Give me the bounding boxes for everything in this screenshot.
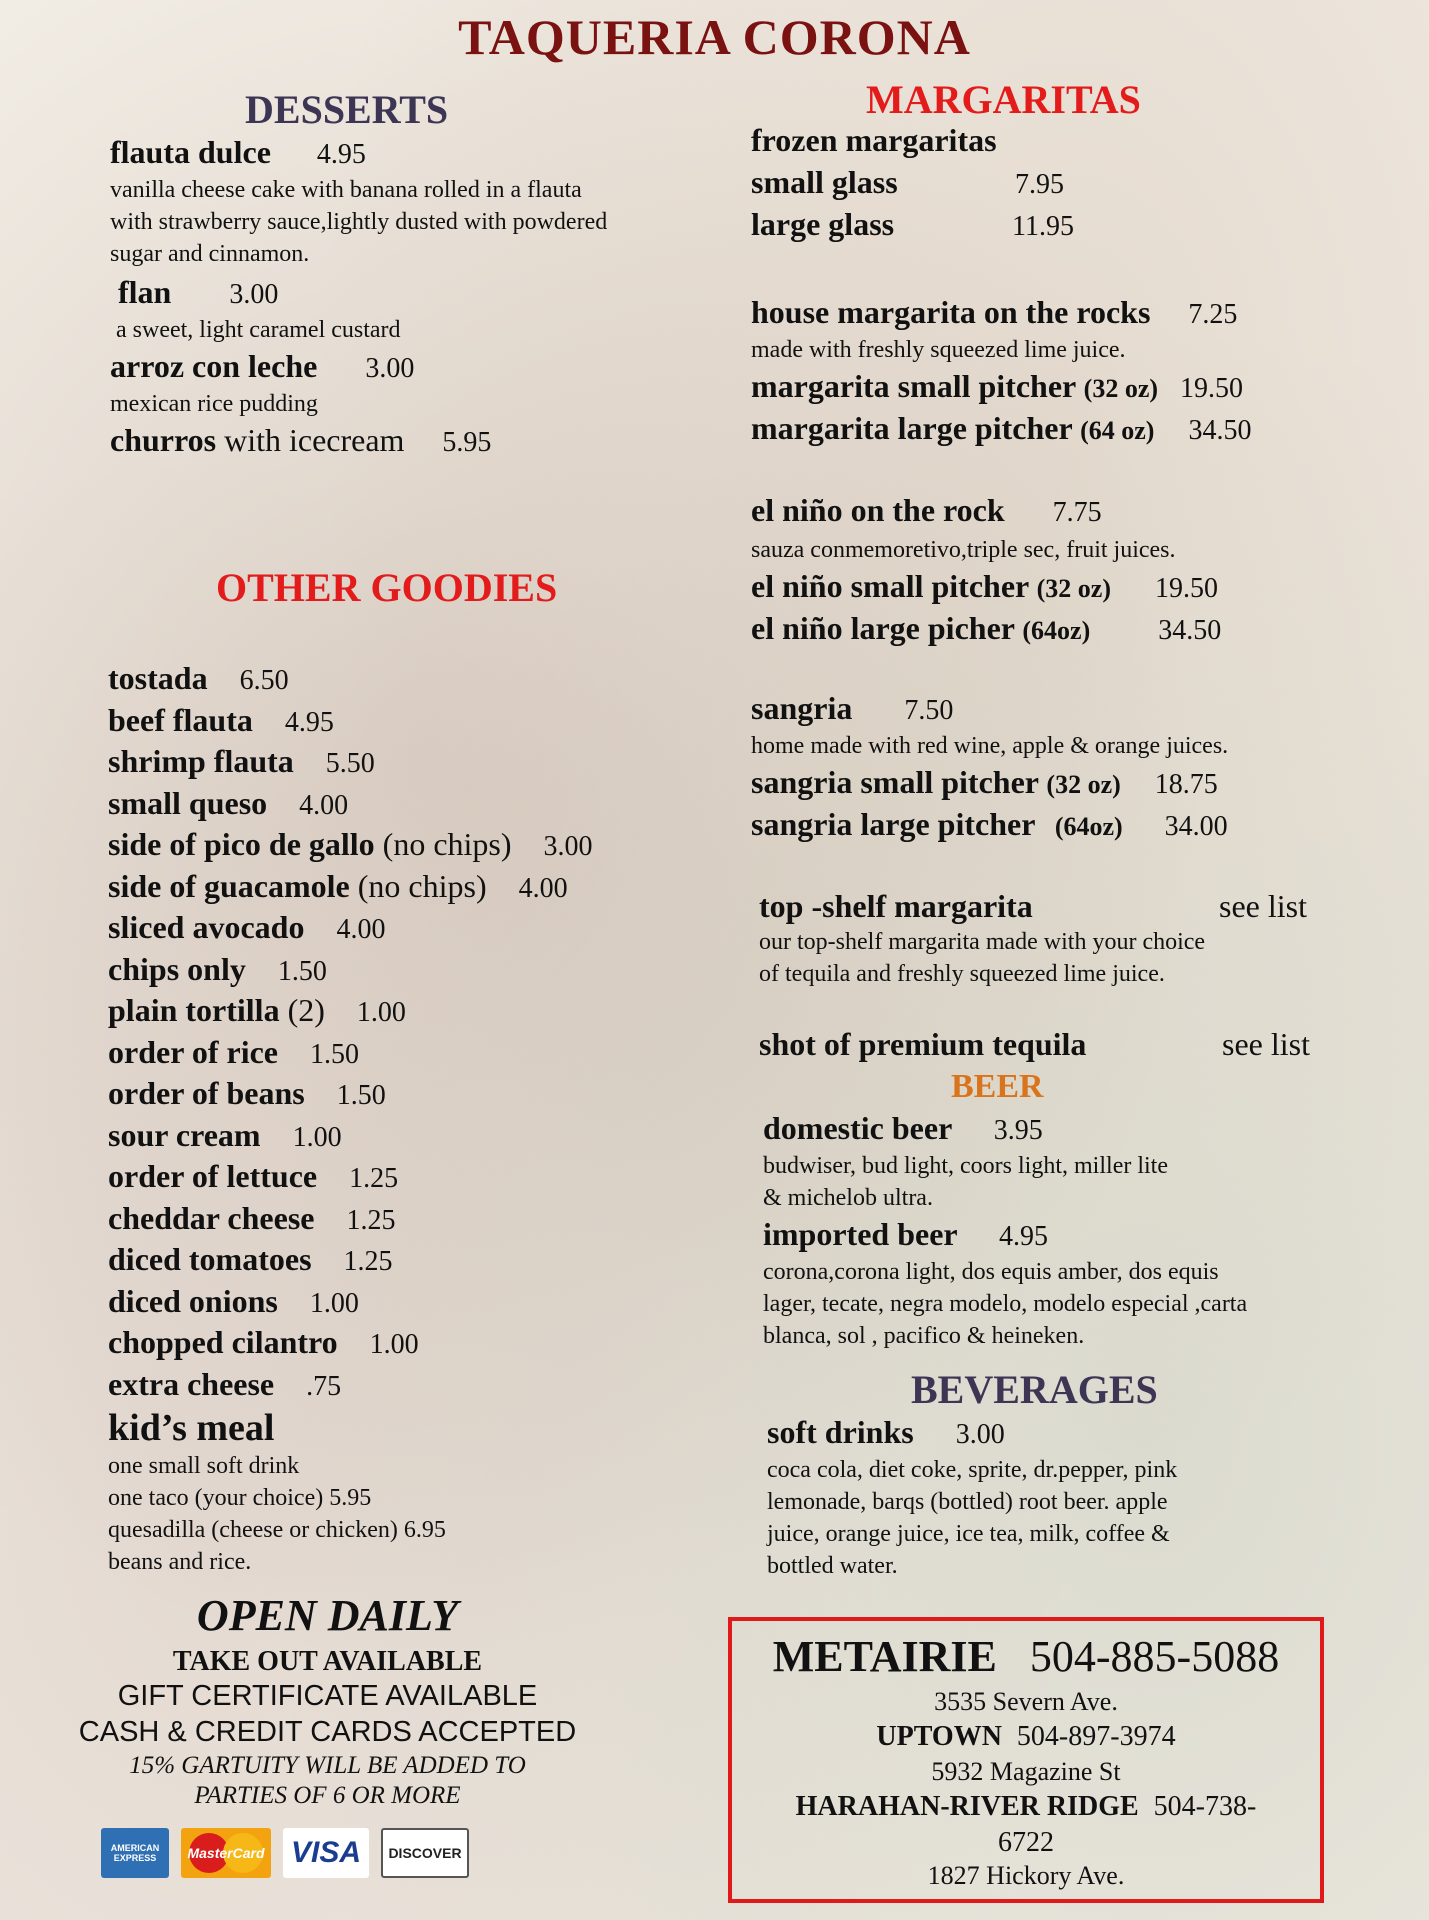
- goodies-item: [108, 868, 568, 905]
- goodies-item: [108, 1158, 398, 1195]
- dessert-churros: [110, 422, 491, 459]
- harahan-phone-cont: 6722: [998, 1827, 1054, 1858]
- el-nino-small-pitcher: el niño small pitcher (32 oz) 19.50: [751, 568, 1218, 604]
- dessert-flan: [118, 274, 278, 311]
- large-glass-price: 11.95: [1012, 211, 1074, 242]
- house-margarita-description: made with freshly squeezed lime juice.: [751, 337, 1126, 363]
- goodies-item: [108, 743, 375, 780]
- item-name: sour cream: [108, 1116, 261, 1153]
- metairie-line: METAIRIE 504-885-5088: [772, 1632, 1280, 1681]
- dessert-flan-description: a sweet, light caramel custard: [116, 317, 401, 343]
- goodies-item: [108, 1034, 359, 1071]
- small-glass: [751, 164, 898, 201]
- goodies-item: [108, 1241, 393, 1278]
- el-nino-on-the-rock: el niño on the rock 7.75: [751, 492, 1102, 528]
- dessert-arroz-description: mexican rice pudding: [110, 391, 318, 417]
- item-price: 5.95: [442, 427, 492, 458]
- item-price: 5.50: [325, 748, 375, 779]
- item-price: 3.00: [543, 831, 593, 862]
- item-name: chopped cilantro: [108, 1324, 338, 1360]
- goodies-item: [108, 785, 348, 822]
- item-price: 1.25: [343, 1246, 393, 1277]
- item-name: small queso: [108, 784, 268, 821]
- item-price: 4.00: [336, 914, 386, 945]
- sangria: sangria 7.50: [751, 690, 954, 726]
- sangria-small-pitcher: sangria small pitcher (32 oz) 18.75: [751, 764, 1218, 800]
- uptown-address: 5932 Magazine St: [931, 1757, 1121, 1786]
- item-name: house margarita on the rocks: [751, 294, 1151, 330]
- locations-box: [728, 1617, 1324, 1903]
- other-goodies-heading: OTHER GOODIES: [216, 565, 558, 610]
- item-price: 1.00: [292, 1121, 342, 1153]
- gratuity-line: 15% GARTUITY WILL BE ADDED TO: [129, 1752, 526, 1779]
- mastercard-icon: [181, 1828, 271, 1878]
- el-nino-description: sauza conmemoretivo,triple sec, fruit juices.: [751, 537, 1176, 563]
- gift-certificate: GIFT CERTIFICATE AVAILABLE: [117, 1680, 538, 1712]
- item-name: order of lettuce: [108, 1158, 318, 1194]
- soft-drinks-description: juice, orange juice, ice tea, milk, coffee &: [767, 1521, 1170, 1547]
- open-daily: OPEN DAILY: [196, 1591, 459, 1640]
- item-price: 1.50: [277, 955, 327, 987]
- desserts-heading: DESSERTS: [245, 87, 449, 132]
- shot-premium-tequila: shot of premium tequila: [759, 1026, 1087, 1062]
- item-name: shrimp flauta: [108, 743, 294, 779]
- item-price: 1.00: [369, 1329, 419, 1360]
- item-price: 4.00: [518, 872, 568, 904]
- cash-credit: CASH & CREDIT CARDS ACCEPTED: [78, 1716, 577, 1748]
- item-name: churros: [110, 422, 217, 458]
- take-out-available: TAKE OUT AVAILABLE: [172, 1646, 483, 1677]
- item-name: extra cheese: [108, 1365, 275, 1402]
- goodies-item: [108, 1117, 342, 1154]
- domestic-beer: domestic beer 3.95: [763, 1110, 1043, 1146]
- item-name: sliced avocado: [108, 909, 305, 945]
- sangria-description: home made with red wine, apple & orange juices.: [751, 733, 1229, 759]
- kids-meal-line: one small soft drink: [108, 1453, 300, 1479]
- dessert-flauta-dulce: [110, 134, 366, 171]
- goodies-item: [108, 1366, 341, 1403]
- goodies-item: [108, 1324, 419, 1361]
- goodies-item: [108, 951, 327, 988]
- margarita-large-pitcher: margarita large pitcher (64 oz) 34.50: [751, 410, 1252, 446]
- domestic-beer-description: budwiser, bud light, coors light, miller lite: [763, 1153, 1168, 1179]
- item-price: 3.00: [365, 353, 415, 384]
- beer-heading: BEER: [951, 1068, 1044, 1105]
- top-shelf-margarita: top -shelf margarita: [759, 888, 1033, 924]
- goodies-item: [108, 702, 334, 739]
- frozen-margaritas: frozen margaritas: [751, 122, 997, 158]
- item-name: order of rice: [108, 1033, 278, 1070]
- shot-price: see list: [1222, 1026, 1310, 1062]
- payment-cards: [101, 1828, 469, 1878]
- goodies-item: [108, 1283, 359, 1320]
- harahan-address: 1827 Hickory Ave.: [927, 1861, 1125, 1890]
- margaritas-heading: MARGARITAS: [866, 77, 1141, 122]
- item-price: 4.00: [299, 789, 349, 821]
- item-price: 1.00: [309, 1287, 359, 1319]
- visa-card-icon: VISA: [283, 1828, 369, 1878]
- goodies-item: [108, 992, 406, 1029]
- top-shelf-description: our top-shelf margarita made with your choice: [759, 929, 1206, 955]
- kids-meal-line: quesadilla (cheese or chicken) 6.95: [108, 1517, 446, 1543]
- item-name: diced onions: [108, 1282, 278, 1319]
- item-price: 4.95: [284, 706, 334, 738]
- imported-beer-description: corona,corona light, dos equis amber, dos equis: [763, 1259, 1219, 1285]
- kids-meal-name: kid’s meal: [108, 1407, 275, 1449]
- large-glass: [751, 206, 894, 243]
- dessert-arroz-con-leche: [110, 348, 414, 385]
- item-name: side of pico de gallo: [108, 826, 375, 862]
- item-name: diced tomatoes: [108, 1241, 312, 1277]
- uptown-line: UPTOWN 504-897-3974: [876, 1721, 1176, 1752]
- item-price: 1.25: [349, 1163, 399, 1194]
- item-suffix: with icecream: [224, 422, 405, 458]
- sangria-large-pitcher: sangria large pitcher (64oz) 34.00: [751, 806, 1228, 842]
- imported-beer: imported beer 4.95: [763, 1216, 1049, 1252]
- mastercard-label: MasterCard: [187, 1845, 265, 1861]
- beverages-heading: BEVERAGES: [911, 1367, 1158, 1412]
- item-price: .75: [306, 1370, 342, 1402]
- discover-card-icon: DISCOVER: [381, 1828, 469, 1878]
- kids-meal-line: one taco (your choice) 5.95: [108, 1485, 372, 1511]
- gratuity-line: PARTIES OF 6 OR MORE: [194, 1782, 461, 1809]
- dessert-flauta-description: vanilla cheese cake with banana rolled in a flauta with strawberry sauce,lightly dusted with powdered sugar and cinnamon.: [110, 177, 608, 267]
- item-price: 6.50: [239, 665, 289, 696]
- small-glass-price: 7.95: [1015, 169, 1064, 200]
- item-name: small glass: [751, 164, 898, 200]
- el-nino-large-pitcher: el niño large picher (64oz) 34.50: [751, 610, 1222, 646]
- item-name: large glass: [751, 206, 895, 242]
- soft-drinks-description: lemonade, barqs (bottled) root beer. apple: [767, 1489, 1168, 1515]
- item-note: (2): [287, 992, 325, 1028]
- item-name: flauta dulce: [110, 134, 271, 170]
- item-price: 1.25: [346, 1204, 396, 1236]
- harahan-line: HARAHAN-RIVER RIDGE 504-738-: [795, 1791, 1257, 1822]
- soft-drinks-description: coca cola, diet coke, sprite, dr.pepper, pink: [767, 1457, 1178, 1483]
- item-price: 1.50: [309, 1038, 359, 1070]
- item-price: 3.00: [229, 279, 279, 310]
- page-title: TAQUERIA CORONA: [458, 9, 971, 65]
- item-price: 1.00: [356, 997, 406, 1028]
- goodies-item: [108, 660, 289, 697]
- kids-meal-line: beans and rice.: [108, 1549, 252, 1575]
- item-name: arroz con leche: [110, 348, 318, 384]
- item-name: chips only: [108, 950, 246, 987]
- amex-card-icon: AMERICAN EXPRESS: [101, 1828, 169, 1878]
- item-name: cheddar cheese: [108, 1199, 315, 1236]
- item-name: beef flauta: [108, 701, 253, 738]
- soft-drinks-description: bottled water.: [767, 1553, 898, 1579]
- margarita-small-pitcher: margarita small pitcher (32 oz) 19.50: [751, 368, 1244, 404]
- item-note: (no chips): [357, 867, 487, 904]
- goodies-item: [108, 1200, 395, 1237]
- metairie-address: 3535 Severn Ave.: [934, 1687, 1118, 1716]
- top-shelf-description: of tequila and freshly squeezed lime juice.: [759, 961, 1165, 987]
- item-price: 4.95: [316, 139, 366, 170]
- item-name: plain tortilla: [108, 992, 280, 1028]
- item-name: flan: [118, 274, 172, 310]
- imported-beer-description: blanca, sol , pacifico & heineken.: [763, 1323, 1085, 1349]
- item-note: (no chips): [382, 826, 512, 862]
- item-name: order of beans: [108, 1075, 305, 1111]
- soft-drinks: soft drinks 3.00: [767, 1414, 1005, 1450]
- top-shelf-price: see list: [1219, 888, 1307, 924]
- house-margarita: [751, 294, 1237, 331]
- domestic-beer-description: & michelob ultra.: [763, 1185, 933, 1211]
- item-price: 7.25: [1188, 299, 1238, 330]
- goodies-item: [108, 1075, 386, 1112]
- goodies-item: [108, 826, 593, 863]
- item-name: side of guacamole: [108, 867, 350, 904]
- goodies-item: [108, 909, 385, 946]
- item-price: 1.50: [336, 1080, 386, 1111]
- imported-beer-description: lager, tecate, negra modelo, modelo especial ,carta: [763, 1291, 1248, 1317]
- item-name: tostada: [108, 660, 208, 696]
